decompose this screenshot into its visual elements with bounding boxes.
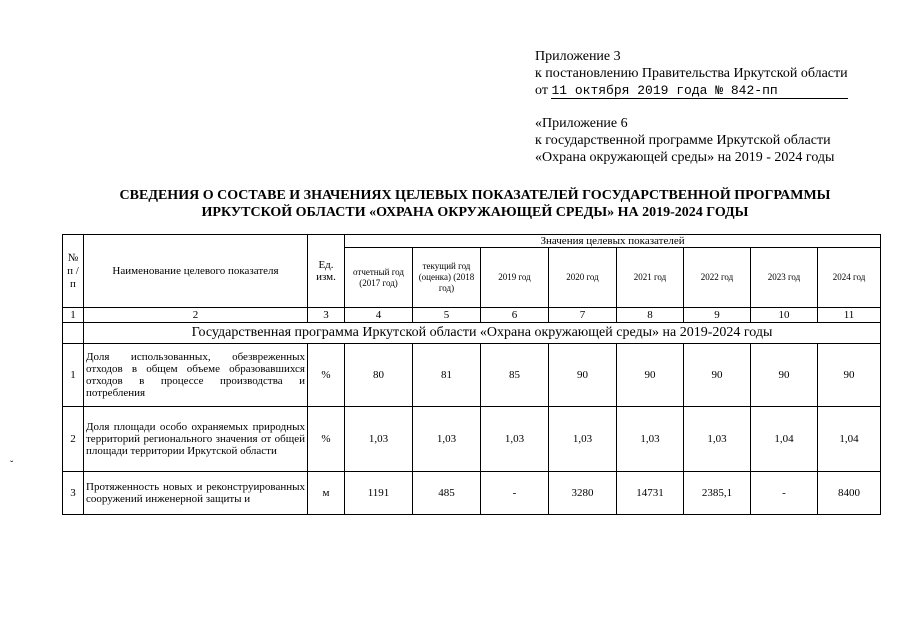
row-number: 3 bbox=[63, 472, 84, 515]
column-number: 10 bbox=[751, 308, 818, 323]
program-title-spacer bbox=[63, 323, 84, 344]
row-number: 1 bbox=[63, 344, 84, 407]
column-number: 2 bbox=[84, 308, 308, 323]
indicator-value: 81 bbox=[413, 344, 481, 407]
indicator-value: 1,04 bbox=[818, 407, 881, 472]
year-header: 2021 год bbox=[617, 248, 684, 308]
row-number: 2 bbox=[63, 407, 84, 472]
program-title-row bbox=[63, 323, 881, 344]
program-line: к государственной программе Иркутской области bbox=[535, 133, 831, 148]
table-row bbox=[63, 472, 881, 515]
year-header: 2024 год bbox=[818, 248, 881, 308]
indicators-table bbox=[62, 234, 881, 515]
appendix-label: Приложение 3 bbox=[535, 49, 621, 64]
indicator-value: 85 bbox=[481, 344, 549, 407]
indicator-value: 80 bbox=[345, 344, 413, 407]
indicator-unit: % bbox=[308, 344, 345, 407]
year-header: 2019 год bbox=[481, 248, 549, 308]
column-number: 1 bbox=[63, 308, 84, 323]
header-row-1 bbox=[63, 235, 881, 248]
indicator-value: 1,03 bbox=[345, 407, 413, 472]
title-line-2: ИРКУТСКОЙ ОБЛАСТИ «ОХРАНА ОКРУЖАЮЩЕЙ СРЕДЫ» НА 2019-2024 ГОДЫ bbox=[201, 205, 749, 220]
order-line bbox=[535, 82, 895, 99]
indicator-value: 90 bbox=[684, 344, 751, 407]
table-row bbox=[63, 407, 881, 472]
year-header: 2020 год bbox=[549, 248, 617, 308]
indicator-value: 485 bbox=[413, 472, 481, 515]
column-number: 7 bbox=[549, 308, 617, 323]
indicator-value: 90 bbox=[617, 344, 684, 407]
indicator-name: Протяженность новых и реконструированных сооружений инженерной защиты и bbox=[84, 472, 308, 515]
col-unit-header: Ед. изм. bbox=[308, 235, 345, 308]
indicator-value: 1,04 bbox=[751, 407, 818, 472]
column-number: 3 bbox=[308, 308, 345, 323]
column-number: 5 bbox=[413, 308, 481, 323]
indicator-value: 3280 bbox=[549, 472, 617, 515]
program-title: Государственная программа Иркутской области «Охрана окружающей среды» на 2019-2024 годы bbox=[84, 323, 881, 344]
column-number-row bbox=[63, 308, 881, 323]
indicator-value: 1,03 bbox=[481, 407, 549, 472]
indicator-value: 1,03 bbox=[549, 407, 617, 472]
document-title bbox=[40, 187, 905, 221]
column-number: 4 bbox=[345, 308, 413, 323]
appendix2-label: «Приложение 6 bbox=[535, 116, 628, 131]
year-header: 2022 год bbox=[684, 248, 751, 308]
indicator-value: 90 bbox=[549, 344, 617, 407]
indicator-value: - bbox=[751, 472, 818, 515]
indicator-value: 14731 bbox=[617, 472, 684, 515]
indicator-value: 90 bbox=[751, 344, 818, 407]
resolution-line: к постановлению Правительства Иркутской области bbox=[535, 66, 848, 81]
stray-mark: ˇ bbox=[10, 460, 14, 471]
indicator-value: 1,03 bbox=[684, 407, 751, 472]
indicator-name: Доля использованных, обезвреженных отходов в общем объеме образовавшихся отходов в процессе производства и потребления bbox=[84, 344, 308, 407]
appendix-header bbox=[535, 48, 895, 166]
order-value: 11 октября 2019 года № 842-пп bbox=[551, 83, 847, 99]
column-number: 8 bbox=[617, 308, 684, 323]
indicator-value: 1,03 bbox=[617, 407, 684, 472]
indicator-name: Доля площади особо охраняемых природных территорий регионального значения от общей площади территории Иркутской области bbox=[84, 407, 308, 472]
indicator-value: 2385,1 bbox=[684, 472, 751, 515]
indicator-value: 8400 bbox=[818, 472, 881, 515]
year-header: отчетный год (2017 год) bbox=[345, 248, 413, 308]
indicator-value: 1,03 bbox=[413, 407, 481, 472]
column-number: 11 bbox=[818, 308, 881, 323]
col-no-header: № п / п bbox=[63, 235, 84, 308]
program-name: «Охрана окружающей среды» на 2019 - 2024 годы bbox=[535, 150, 835, 165]
order-prefix: от bbox=[535, 83, 548, 98]
indicator-value: 1191 bbox=[345, 472, 413, 515]
values-group-header: Значения целевых показателей bbox=[345, 235, 881, 248]
indicator-value: 90 bbox=[818, 344, 881, 407]
indicator-unit: м bbox=[308, 472, 345, 515]
table-row bbox=[63, 344, 881, 407]
year-header: текущий год (оценка) (2018 год) bbox=[413, 248, 481, 308]
title-line-1: СВЕДЕНИЯ О СОСТАВЕ И ЗНАЧЕНИЯХ ЦЕЛЕВЫХ ПОКАЗАТЕЛЕЙ ГОСУДАРСТВЕННОЙ ПРОГРАММЫ bbox=[119, 188, 831, 203]
col-name-header: Наименование целевого показателя bbox=[84, 235, 308, 308]
column-number: 6 bbox=[481, 308, 549, 323]
column-number: 9 bbox=[684, 308, 751, 323]
indicator-value: - bbox=[481, 472, 549, 515]
year-header: 2023 год bbox=[751, 248, 818, 308]
indicator-unit: % bbox=[308, 407, 345, 472]
